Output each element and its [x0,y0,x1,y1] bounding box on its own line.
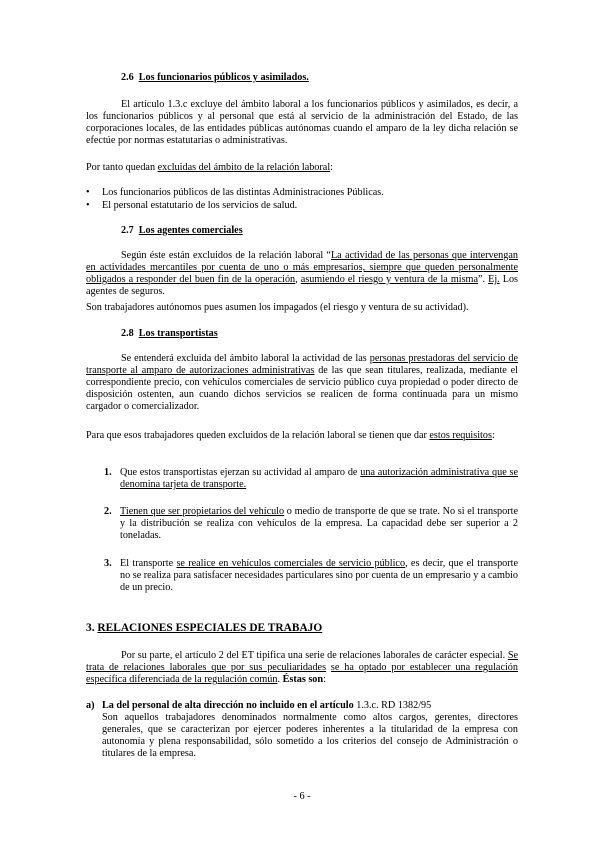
special-relation-a: a) La del personal de alta dirección no incluido en el artículo 1.3.c. RD 1382/95 Son aquellos trabajadores denominados normalmente como altos cargos, gerentes, directores generales, que se caracterizan por ejercer poderes inherentes a la titularidad de la empresa con autonomía y plena responsabilidad, sólo sometido a los criterios del consejo de Administración o titulares de la empresa. [86,700,518,759]
requirement-item: 3. El transporte se realice en vehículos comerciales de servicio público, es decir, que el transporte no se realiza para satisfacer necesidades particulares sino por cuenta de un empresario y a cambio de un precio. [104,558,519,593]
section-3-heading: 3. RELACIONES ESPECIALES DE TRABAJO [86,622,323,634]
section-number: 2.6 [121,72,134,83]
document-page [86,0,518,848]
section-2-6-exclusion-intro: Por tanto quedan excluidas del ámbito de la relación laboral: [86,162,333,173]
section-2-7-heading: 2.7 Los agentes comerciales [121,225,243,236]
section-2-7-note: Son trabajadores autónomos pues asumen los impagados (el riesgo y ventura de su actividad). [86,302,469,313]
bullet-item: • Los funcionarios públicos de las distintas Administraciones Públicas. [86,187,384,198]
section-2-8-heading: 2.8 Los transportistas [121,328,218,339]
section-2-8-paragraph: Se entenderá excluida del ámbito laboral la actividad de las personas prestadoras del servicio de transporte al amparo de autorizaciones administrativas de las que sean titulares, realizada, mediante el correspondiente precio, con vehículos comerciales de servicio público cuya propiedad o poder directo de disposición ostenten, aun cuando dichos servicios se realicen de forma continuada para un mismo cargador o comercializador. [86,353,518,412]
section-2-6-heading [121,72,309,83]
bullet-item: • El personal estatutario de los servicios de salud. [86,200,298,211]
requirement-item: 1. Que estos transportistas ejerzan su actividad al amparo de una autorización administrativa que se denomina tarjeta de transporte. [104,467,519,490]
page-number: - 6 - [293,791,311,802]
requirements-intro: Para que esos trabajadores queden excluidos de la relación laboral se tienen que dar estos requisitos: [86,430,495,441]
section-title: Los funcionarios públicos y asimilados. [138,72,309,83]
bullet-icon: • [86,187,90,198]
section-2-6-paragraph: El artículo 1.3.c excluye del ámbito laboral a los funcionarios públicos y asimilados, es decir, a los funcionarios públicos y al personal que está al servicio de la administración del Estado, de las corporaciones locales, de las entidades públicas autónomas cuando el amparo de la ley dicha relación se efectúe por normas estatutarias o administrativas. [86,99,518,146]
bullet-icon: • [86,200,90,211]
section-3-paragraph: Por su parte, el artículo 2 del ET tipifica una serie de relaciones laborales de carácter especial. Se trata de relaciones laborales que por sus peculiaridades se ha optado por establecer una regulación específica diferenciada de la regulación común. Éstas son: [86,650,518,685]
section-2-7-paragraph: Según éste están excluidos de la relación laboral “La actividad de las personas que intervengan en actividades mercantiles por cuenta de uno o más empresarios, siempre que queden personalmente obligados a responder del buen fin de la operación, asumiendo el riesgo y ventura de la misma”. Ej. Los agentes de seguros. [86,250,519,297]
requirement-item: 2. Tienen que ser propietarios del vehículo o medio de transporte de que se trate. No si el transporte y la distribución se realiza con vehículos de la empresa. La capacidad debe ser superior a 2 toneladas. [104,506,518,541]
